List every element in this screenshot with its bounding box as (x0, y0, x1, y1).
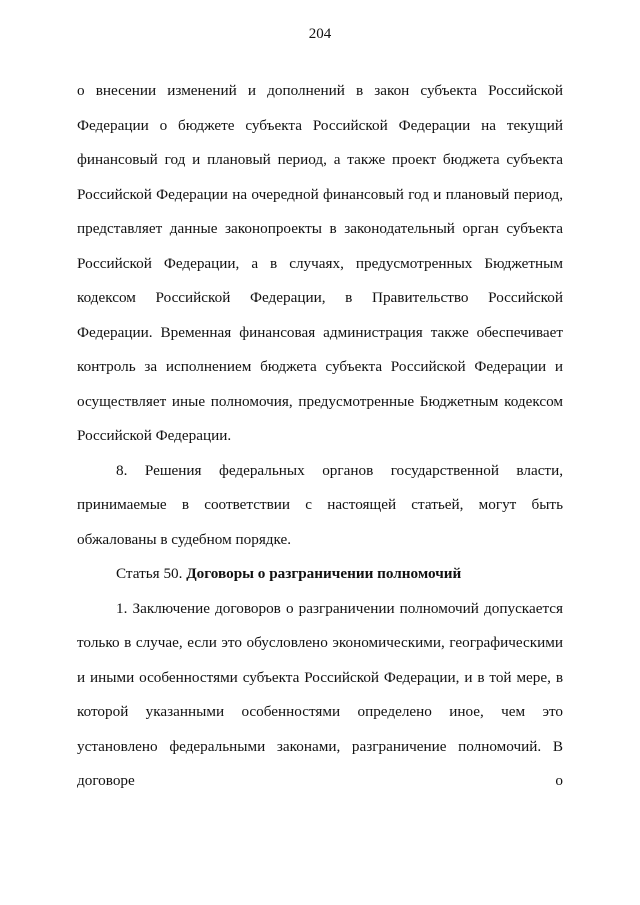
paragraph-budget-administration: о внесении изменений и дополнений в закон субъекта Российской Федерации о бюджете субъекта Российской Федерации на текущий финансовый год и плановый период, а также проект бюджета субъекта Российской Федерации на очередной финансовый год и плановый период, представляет данные законопроекты в законодательный орган субъекта Российской Федерации, а в случаях, предусмотренных Бюджетным кодексом Российской Федерации, в Правительство Российской Федерации. Временная финансовая администрация также обеспечивает контроль за исполнением бюджета субъекта Российской Федерации и осуществляет иные полномочия, предусмотренные Бюджетным кодексом Российской Федерации. (77, 82, 563, 444)
paragraph-article-50-item-1: 1. Заключение договоров о разграничении полномочий допускается только в случае, если это обусловлено экономическими, географическими и иными особенностями субъекта Российской Федерации, и в той мере, в которой указанными особенностями определено иное, чем это установлено федеральными законами, разграничение полномочий. В договоре о (77, 599, 563, 789)
document-body (77, 74, 563, 799)
paragraph-item-8: 8. Решения федеральных органов государственной власти, принимаемые в соответствии с настоящей статьей, могут быть обжалованы в судебном порядке. (77, 461, 563, 548)
page-number: 204 (308, 26, 332, 42)
article-heading (77, 557, 563, 592)
article-number: Статья 50. (116, 565, 183, 582)
article-title: Договоры о разграничении полномочий (186, 565, 462, 582)
